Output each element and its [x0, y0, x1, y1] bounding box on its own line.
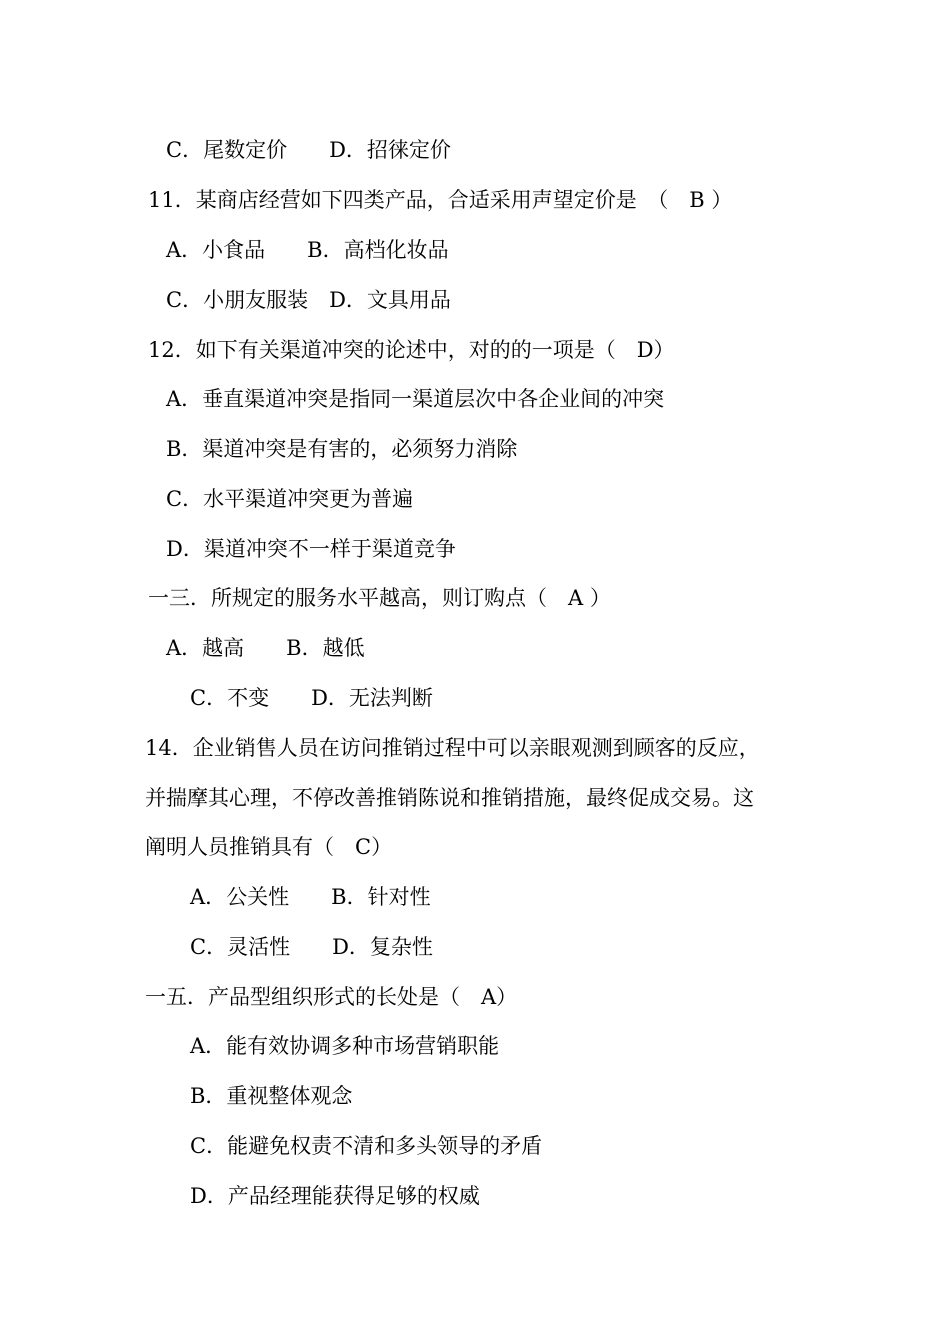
question-14-line-3: 阐明人员推销具有（ C） [145, 835, 393, 859]
question-14-line-1: 14．企业销售人员在访问推销过程中可以亲眼观测到顾客的反应， [145, 736, 760, 760]
question-12: 12．如下有关渠道冲突的论述中，对的的一项是（ D） [148, 338, 675, 362]
option-line-q11-cd: C．小朋友服装 D．文具用品 [166, 288, 451, 312]
option-line-q11-ab: A．小食品 B．高档化妆品 [166, 238, 449, 262]
option-line-q14-ab: A．公关性 B．针对性 [190, 885, 431, 909]
option-q15-a: A．能有效协调多种市场营销职能 [190, 1034, 500, 1058]
option-q12-a: A．垂直渠道冲突是指同一渠道层次中各企业间的冲突 [166, 387, 665, 411]
option-q15-c: C．能避免权责不清和多头领导的矛盾 [190, 1134, 543, 1158]
question-15: 一五．产品型组织形式的长处是（ A） [145, 985, 518, 1009]
question-14-line-2: 并揣摩其心理，不停改善推销陈说和推销措施，最终促成交易。这 [145, 786, 754, 810]
option-line-q13-ab: A．越高 B．越低 [166, 636, 365, 660]
option-q15-d: D．产品经理能获得足够的权威 [190, 1184, 480, 1208]
option-line-q14-cd: C．灵活性 D．复杂性 [190, 935, 433, 959]
question-13: 一三．所规定的服务水平越高，则订购点（ A ） [148, 586, 611, 610]
option-q12-c: C．水平渠道冲突更为普遍 [166, 487, 414, 511]
option-line-q10-cd: C．尾数定价 D．招徕定价 [166, 138, 451, 162]
option-q12-b: B．渠道冲突是有害的，必须努力消除 [166, 437, 518, 461]
option-line-q13-cd: C．不变 D．无法判断 [190, 686, 433, 710]
option-q15-b: B．重视整体观念 [190, 1084, 353, 1108]
option-q12-d: D．渠道冲突不一样于渠道竞争 [166, 537, 456, 561]
question-11: 11．某商店经营如下四类产品，合适采用声望定价是 （ B ） [148, 188, 733, 212]
